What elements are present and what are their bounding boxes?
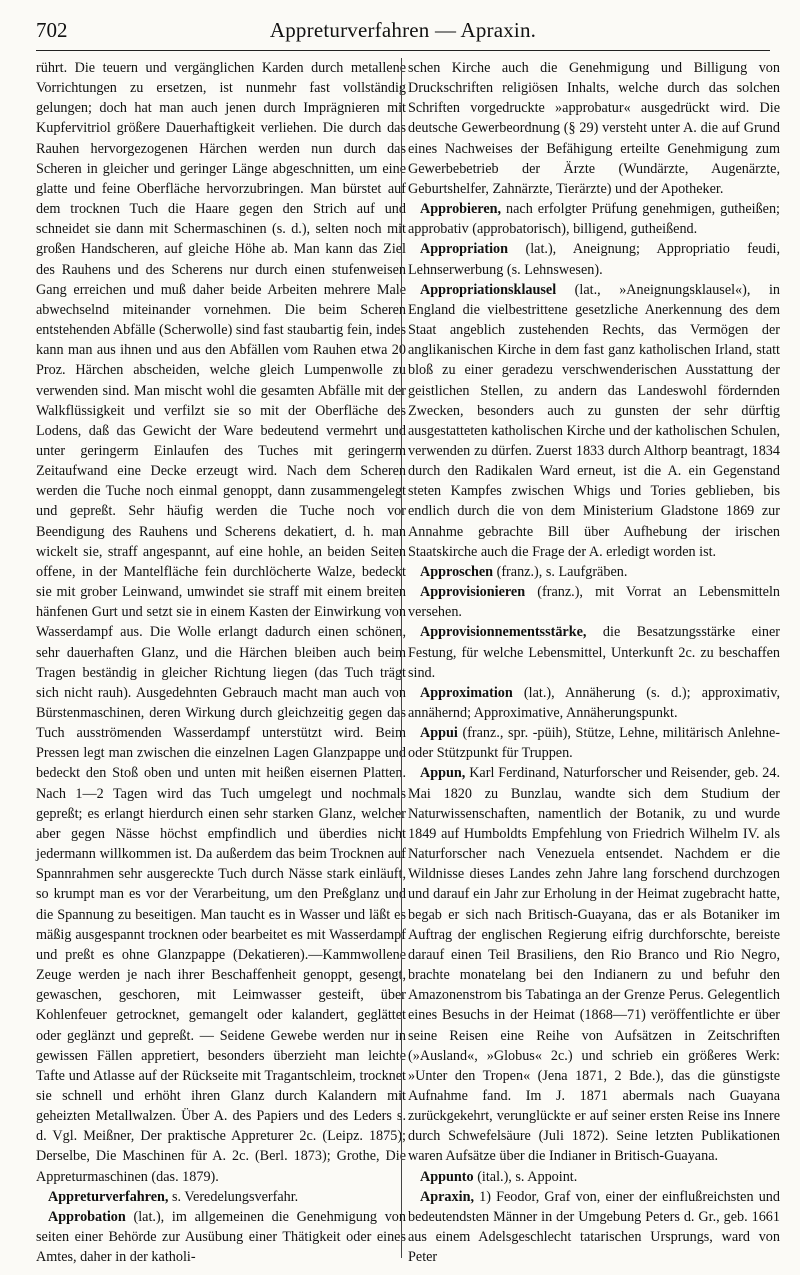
entry-text: nach erfolgter Prüfung genehmigen, gutheißen; approbativ (approbatorisch), billigend, gutheißend.: [408, 201, 780, 238]
entry-headword: Appropriationsklausel: [420, 281, 557, 298]
entry-text: (franz., spr. -püih), Stütze, Lehne, militärisch Anlehne- oder Stützpunkt für Truppen.: [408, 725, 780, 762]
entry-headword: Approschen: [420, 563, 494, 580]
entry-approschen: [408, 562, 780, 582]
entry-headword: Appun,: [420, 765, 466, 782]
entry-approbieren: [408, 199, 780, 239]
entry-approximation: [408, 683, 780, 723]
entry-apraxin: [408, 1187, 780, 1268]
entry-text: 1) Feodor, Graf von, einer der einflußreichsten und bedeutendsten Männer in der Umgebung Peters d. Gr., geb. 1661 aus einem Adelsgeschlecht tatarischen Ursprungs, ward von Peter: [408, 1188, 780, 1266]
entry-headword: Appunto: [420, 1168, 474, 1185]
right-column: [408, 58, 780, 1267]
entry-text: (lat.), Aneignung; Appropriatio feudi, Lehnserwerbung (s. Lehnswesen).: [408, 241, 780, 278]
entry-continuation: [408, 58, 780, 199]
entry-text: die Besatzungsstärke einer Festung, für welche Lebensmittel, Unterkunft 2c. zu beschaffen sind.: [408, 624, 780, 681]
entry-approvisionieren: [408, 582, 780, 622]
entry-approvisionnementsstaerke: [408, 622, 780, 682]
entry-appreturverfahren: [36, 1187, 406, 1207]
entry-appui: [408, 723, 780, 763]
entry-text: Karl Ferdinand, Naturforscher und Reisender, geb. 24. Mai 1820 zu Bunzlau, wandte sich dem Studium der Naturwissenschaften, namentlich der Botanik, zu und wurde 1849 auf Humboldts Empfehlung von Friedrich Wilhelm IV. als Naturforscher nach Venezuela entsendet. Nachdem er die Wildnisse dieses Landes zehn Jahre lang forschend durchzogen und darauf ein Jahr zur Erholung in der Heimat zugebracht hatte, begab er sich nach Britisch-Guayana, das er als Botaniker im Auftrag der englischen Regierung eifrig durchforschte, bereiste darauf einen Teil Brasiliens, den Rio Branco und Rio Negro, brachte monatelang bei den Indianern zu und befuhr den Amazonenstrom bis Tabatinga an der Grenze Perus. Gelegentlich eines Besuchs in der Heimat (1868—71) veröffentlichte er über seine Reisen eine Reihe von Aufsätzen in Zeitschriften (»Ausland«, »Globus« 2c.) und schrieb ein größeres Werk: »Unter den Tropen« (Jena 1871, 2 Bde.), das die günstigste Aufnahme fand. Im J. 1871 abermals nach Guayana zurückgekehrt, verunglückte er auf seiner ersten Reise ins Innere durch Schwefelsäure (Juli 1872). Seine letzten Publikationen waren Aufsätze über die Indianer in Britisch-Guayana.: [408, 765, 780, 1165]
entry-appun: [408, 763, 780, 1166]
entry-approbation: [36, 1207, 406, 1267]
entry-text: (franz.), mit Vorrat an Lebensmitteln versehen.: [408, 584, 780, 621]
entry-text: rührt. Die teuern und vergänglichen Karden durch metallene Vorrichtungen zu ersetzen, ist nunmehr fast vollständig gelungen; doch hat man auch jenen durch Imprägnieren mit Kupfervitriol größere Dauerhaftigkeit verliehen. Die durch das Rauhen hervorgezogenen Härchen werden nun durch das Scheren in gleicher und geringer Länge abgeschnitten, um eine glatte und feine Oberfläche hervorzubringen. Man bürstet auf dem trocknen Tuch die Haare gegen den Strich auf und schneidet sie dann mit Schermaschinen (s. d.), selten noch mit großen Handscheren, auf gleiche Höhe ab. Man kann das Ziel des Rauhens und des Scherens nur durch einen stufenweisen Gang erreichen und muß daher beide Arbeiten mehrere Male abwechselnd miteinander vornehmen. Die beim Scheren entstehenden Abfälle (Scherwolle) sind fast staubartig fein, indes kann man aus ihnen und aus den Abfällen vom Rauhen etwa 20 Proz. Härchen abscheiden, welche gleich Lumpenwolle zu verwenden sind. Man mischt wohl die gesamten Abfälle mit der Walkflüssigkeit und verfilzt sie so mit der Oberfläche des Lodens, daß das Gewicht der Ware bedeutend vermehrt und unter geringerm Einlaufen des Tuches mit geringerm Zeitaufwand eine Decke erzeugt wird. Nach dem Scheren werden die Tuche noch einmal genoppt, dann zusammengelegt und gepreßt. Sehr häufig werden die Tuche noch vor Beendigung des Rauhens und Scherens dekatiert, d. h. man wickelt sie, straff angespannt, auf eine hohle, an beiden Seiten offene, in der Mantelfläche fein durchlöcherte Walze, bedeckt sie mit grober Leinwand, umwindet sie straff mit einem breiten hänfenen Gurt und setzt sie in einem Kasten der Einwirkung von Wasserdampf aus. Die Wolle erlangt dadurch einen schönen, sehr dauerhaften Glanz, und die Härchen bleiben auch beim Tragen beständig in gleicher Richtung liegen (das Tuch trägt sich nicht rauh). Ausgedehnten Gebrauch macht man auch von Bürstenmaschinen, deren Wirkung durch gleichzeitig gegen das Tuch ausströmenden Wasserdampf unterstützt wird. Beim Pressen legt man zwischen die einzelnen Lagen Glanzpappe und bedeckt den Stoß oben und unten mit heißen eisernen Platten. Nach 1—2 Tagen wird das Tuch umgelegt und nochmals gepreßt; es erlangt hierdurch einen sehr starken Glanz, welcher aber gegen Nässe höchst empfindlich und überdies nicht jedermann willkommen ist. Da außerdem das beim Trocknen auf Spannrahmen sehr ausgereckte Tuch durch Nässe stark einläuft, so krumpt man es vor der Verarbeitung, um den Preßglanz und die Spannung zu beseitigen. Man taucht es in Wasser und läßt es mäßig ausgespannt trocknen oder bearbeitet es mit Wasserdampf und preßt es ohne Glanzpappe (Dekatieren).—Kammwollene Zeuge werden je nach ihrer Beschaffenheit genoppt, gesengt, gewaschen, geschoren, mit Leimwasser gesteift, über Kohlenfeuer getrocknet, gemangelt oder kalandert, geglättet oder geglänzt und gepreßt. — Seidene Gewebe werden nur in gewissen Fällen appretiert, besonders überzieht man leichte Tafte und Atlasse auf der Rückseite mit Tragantschleim, trocknet sie schnell und erhöht ihren Glanz durch Kalandern mit geheizten Metallwalzen. Über A. des Papiers und des Leders s. d. Vgl. Meißner, Der praktische Appreturer 2c. (Leipz. 1875); Derselbe, Die Maschinen für A. 2c. (Berl. 1873); Grothe, Die Appreturmaschinen (das. 1879).: [36, 60, 406, 1185]
entry-text: (franz.), s. Laufgräben.: [493, 563, 628, 580]
entry-continuation: [36, 58, 406, 1187]
entry-text: s. Veredelungsverfahr.: [168, 1188, 299, 1205]
left-column: [36, 58, 406, 1267]
page-number: 702: [36, 18, 68, 42]
page-header: [36, 14, 770, 50]
entry-text: (lat.), Annäherung (s. d.); approximativ, annähernd; Approximative, Annäherungspunkt.: [408, 684, 780, 721]
entry-text: (lat., »Aneignungsklausel«), in England die vielbestrittene gesetzliche Anerkennung des dem Staat angeblich zustehenden Rechts, das Vermögen der anglikanischen Kirche in dem fast ganz katholischen Irland, statt bloß zu einer geradezu verschwenderischen Ausstattung der geistlichen Stellen, zu andern das Landeswohl fördernden Zwecken, besonders auch zu gunsten der sehr dürftig ausgestatteten katholischen Kirche und der katholischen Schulen, verwenden zu dürfen. Zuerst 1833 durch Althorp beantragt, 1834 durch den Radikalen Ward erneut, ist die A. ein Gegenstand steten Kampfes zwischen Whigs und Tories geblieben, bis endlich durch die von dem Ministerium Gladstone 1869 zur Annahme gebrachte Bill über Aufhebung der irischen Staatskirche auch die Frage der A. erledigt worden ist.: [408, 281, 780, 560]
entry-appropriationsklausel: [408, 280, 780, 562]
running-head: Appreturverfahren — Apraxin.: [269, 18, 537, 42]
entry-appropriation: [408, 239, 780, 279]
entry-appunto: [408, 1167, 780, 1187]
entry-headword: Approximation: [420, 684, 513, 701]
column-divider: [401, 58, 402, 1258]
entry-headword: Appreturverfahren,: [48, 1188, 169, 1205]
entry-headword: Appropriation: [420, 241, 509, 258]
entry-headword: Approvisionnementsstärke,: [420, 624, 587, 641]
entry-headword: Apraxin,: [420, 1188, 474, 1205]
header-rule: [36, 50, 770, 51]
entry-text: (lat.), im allgemeinen die Genehmigung von seiten einer Behörde zur Ausübung einer Thätigkeit oder eines Amtes, daher in der katholi-: [36, 1208, 406, 1266]
entry-headword: Appui: [420, 725, 458, 742]
entry-headword: Approvisionieren: [420, 584, 526, 601]
entry-text: (ital.), s. Appoint.: [473, 1168, 578, 1185]
entry-text: schen Kirche auch die Genehmigung und Billigung von Druckschriften religiösen Inhalts, welche durch das solchen Schriften vorgedruckte »approbatur« ausgedrückt wird. Die deutsche Gewerbeordnung (§ 29) versteht unter A. die auf Grund eines Nachweises der Befähigung erteilte Genehmigung zum Gewerbebetrieb der Ärzte (Wundärzte, Augenärzte, Geburtshelfer, Zahnärzte, Tierärzte) und der Apotheker.: [408, 60, 780, 197]
entry-headword: Approbieren,: [420, 201, 502, 218]
entry-headword: Approbation: [48, 1208, 126, 1225]
